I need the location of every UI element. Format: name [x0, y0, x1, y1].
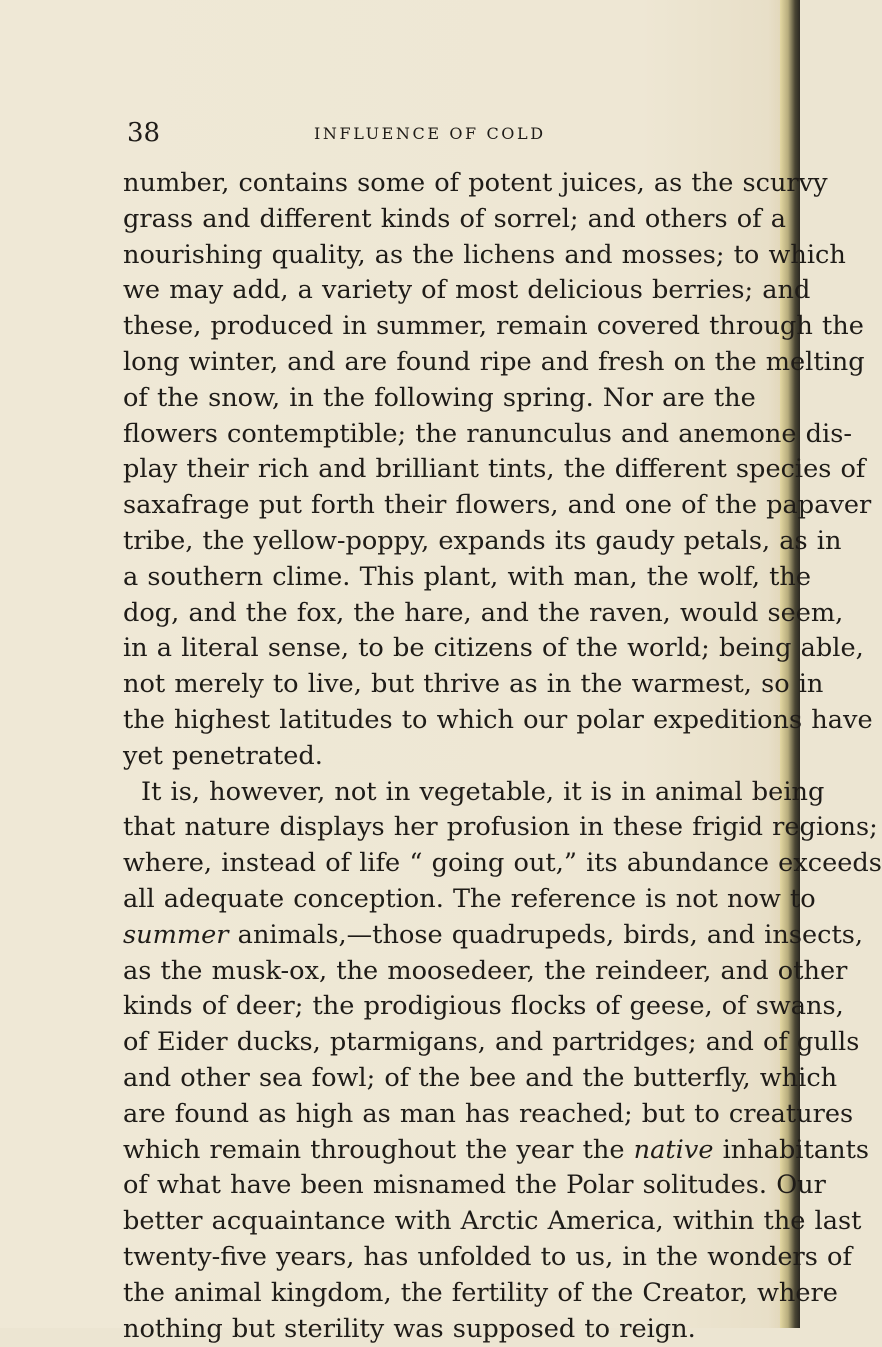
text-run: the animal kingdom, the fertility of the Creator, where: [123, 1278, 838, 1308]
text-line: [123, 1204, 783, 1240]
text-line: [123, 1312, 783, 1347]
text-run: the highest latitudes to which our polar expeditions have: [123, 705, 873, 735]
text-run: long winter, and are found ripe and fresh on the melting: [123, 347, 865, 377]
text-line: [123, 631, 783, 667]
text-run: which remain throughout the year the: [123, 1135, 634, 1165]
body-text: [123, 166, 783, 1347]
text-line: [123, 667, 783, 703]
text-line: [123, 918, 783, 954]
page-number: 38: [127, 118, 160, 148]
text-line: [123, 1061, 783, 1097]
text-line: [123, 846, 783, 882]
italic-run: native: [634, 1135, 714, 1165]
text-line: [123, 1240, 783, 1276]
text-line: [123, 488, 783, 524]
text-line: [123, 775, 783, 811]
text-line: [123, 202, 783, 238]
text-run: twenty-five years, has unfolded to us, in the wonders of: [123, 1242, 852, 1272]
text-line: [123, 739, 783, 775]
text-run: kinds of deer; the prodigious flocks of geese, of swans,: [123, 991, 844, 1021]
text-run: grass and different kinds of sorrel; and others of a: [123, 204, 786, 234]
text-run: play their rich and brilliant tints, the different species of: [123, 454, 865, 484]
italic-run: summer: [123, 920, 229, 950]
text-line: [123, 238, 783, 274]
text-run: of Eider ducks, ptarmigans, and partridges; and of gulls: [123, 1027, 859, 1057]
text-run: inhabitants: [713, 1135, 869, 1165]
text-line: [123, 560, 783, 596]
running-header: [127, 118, 760, 148]
text-run: are found as high as man has reached; but to creatures: [123, 1099, 853, 1129]
text-run: a southern clime. This plant, with man, the wolf, the: [123, 562, 811, 592]
text-run: as the musk-ox, the moosedeer, the reindeer, and other: [123, 956, 847, 986]
text-run: in a literal sense, to be citizens of the world; being able,: [123, 633, 864, 663]
text-run: and other sea fowl; of the bee and the butterfly, which: [123, 1063, 837, 1093]
text-run: we may add, a variety of most delicious berries; and: [123, 275, 810, 305]
text-run: of what have been misnamed the Polar solitudes. Our: [123, 1170, 826, 1200]
text-run: number, contains some of potent juices, as the scurvy: [123, 168, 828, 198]
text-run: dog, and the fox, the hare, and the raven, would seem,: [123, 598, 843, 628]
text-run: these, produced in summer, remain covered through the: [123, 311, 864, 341]
text-line: [123, 1168, 783, 1204]
running-title: INFLUENCE OF COLD: [314, 122, 546, 146]
text-line: [123, 1276, 783, 1312]
text-line: [123, 345, 783, 381]
text-line: [123, 954, 783, 990]
text-run: nothing but sterility was supposed to reign.: [123, 1314, 696, 1344]
text-run: better acquaintance with Arctic America, within the last: [123, 1206, 861, 1236]
text-run: It is, however, not in vegetable, it is in animal being: [141, 777, 824, 807]
text-run: nourishing quality, as the lichens and mosses; to which: [123, 240, 846, 270]
text-run: all adequate conception. The reference is not now to: [123, 884, 816, 914]
text-line: [123, 381, 783, 417]
text-line: [123, 417, 783, 453]
text-run: tribe, the yellow-poppy, expands its gaudy petals, as in: [123, 526, 841, 556]
text-run: of the snow, in the following spring. Nor are the: [123, 383, 756, 413]
text-run: yet penetrated.: [123, 741, 323, 771]
text-run: animals,—those quadrupeds, birds, and insects,: [229, 920, 863, 950]
text-line: [123, 810, 783, 846]
text-line: [123, 1097, 783, 1133]
text-line: [123, 166, 783, 202]
text-line: [123, 452, 783, 488]
text-run: not merely to live, but thrive as in the warmest, so in: [123, 669, 823, 699]
text-line: [123, 596, 783, 632]
text-line: [123, 273, 783, 309]
text-line: [123, 1133, 783, 1169]
text-line: [123, 309, 783, 345]
text-line: [123, 1025, 783, 1061]
text-line: [123, 703, 783, 739]
text-line: [123, 882, 783, 918]
text-run: saxafrage put forth their flowers, and one of the papaver: [123, 490, 871, 520]
text-line: [123, 989, 783, 1025]
text-line: [123, 524, 783, 560]
text-run: where, instead of life “ going out,” its abundance exceeds: [123, 848, 882, 878]
text-run: flowers contemptible; the ranunculus and anemone dis-: [123, 419, 852, 449]
text-run: that nature displays her profusion in these frigid regions;: [123, 812, 878, 842]
